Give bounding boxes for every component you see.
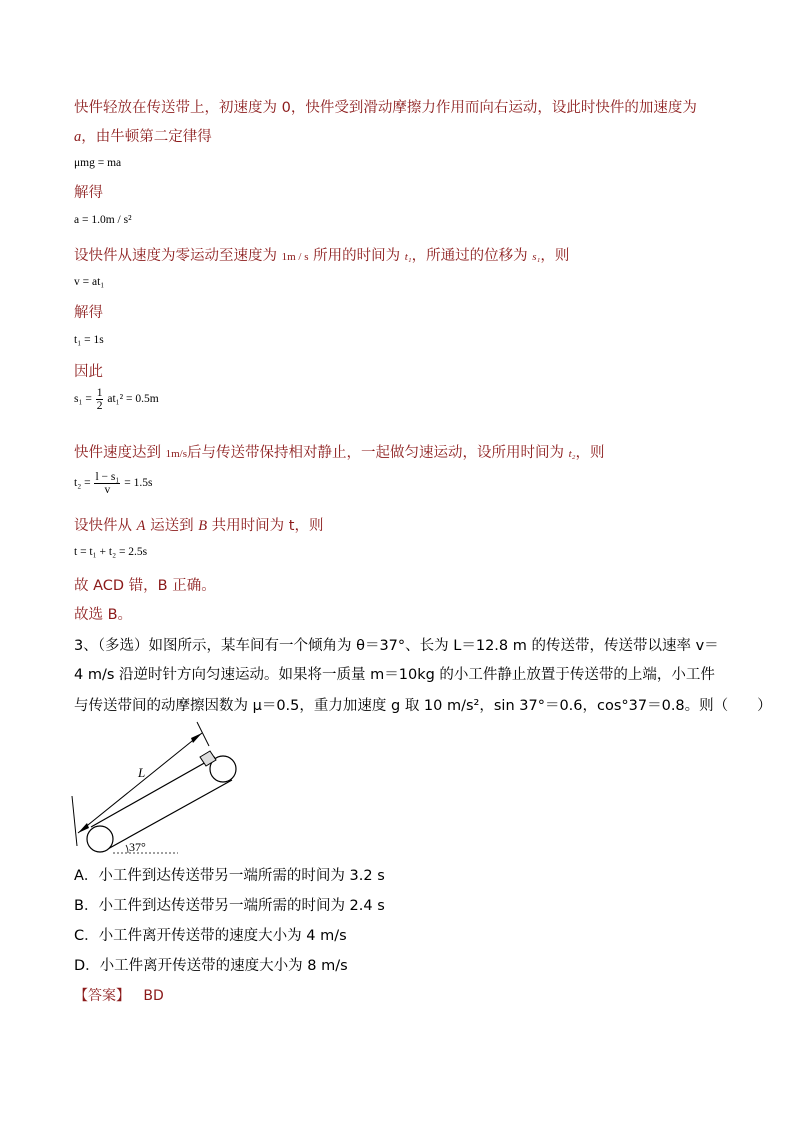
jiede-1: 解得 <box>74 185 103 201</box>
line3-text-c: ，所通过的位移为 <box>411 248 528 264</box>
final-choice: 故选 B。 <box>74 607 133 623</box>
line3-time: t₁ <box>404 251 412 263</box>
question-line-1: 3、（多选）如图所示，某车间有一个倾角为 θ＝37°、长为 L＝12.8 m 的传送带，传送带以速率 v＝ <box>74 638 719 654</box>
eq5-numerator: 1 <box>96 387 103 399</box>
equation-1: μmg = ma <box>74 157 122 169</box>
line3-velocity: 1m / s <box>281 251 309 263</box>
answer-value: BD <box>143 988 164 1004</box>
eq6-denominator: v <box>104 484 111 496</box>
point-b: B <box>198 518 208 534</box>
yinci: 因此 <box>74 364 103 380</box>
solution-line-1: 快件轻放在传送带上，初速度为 0，快件受到滑动摩擦力作用而向右运动，设此时快件的加速度为 <box>74 100 697 116</box>
dimension-extension-right <box>197 722 209 746</box>
label-angle: 37° <box>129 840 146 854</box>
question-line-2: 4 m/s 沿逆时针方向匀速运动。如果将一质量 m＝10kg 的小工件静止放置于传送带的上端，小工件 <box>74 667 715 683</box>
line4-time: t₂ <box>568 448 576 460</box>
solution-line-4 <box>74 441 605 462</box>
var-a: a <box>74 129 82 145</box>
line4-text-b: 后与传送带保持相对静止，一起做匀速运动，设所用时间为 <box>187 445 565 461</box>
eq5-lhs: s₁ = <box>74 393 92 406</box>
solution-line-2-text: ，由牛顿第二定律得 <box>81 129 212 145</box>
option-b: B．小工件到达传送带另一端所需的时间为 2.4 s <box>74 898 385 914</box>
equation-5 <box>74 387 159 412</box>
answer-line <box>74 985 164 1005</box>
equation-7: t = t₁ + t₂ = 2.5s <box>74 546 148 558</box>
option-c: C．小工件离开传送带的速度大小为 4 m/s <box>74 928 347 944</box>
eq6-rhs: = 1.5s <box>124 477 153 490</box>
option-d: D．小工件离开传送带的速度大小为 8 m/s <box>74 958 348 974</box>
line4-velocity: 1m/s <box>165 448 188 460</box>
belt-top <box>91 757 215 827</box>
line4-text-a: 快件速度达到 <box>74 445 161 461</box>
angle-arc <box>126 845 128 853</box>
option-a: A．小工件到达传送带另一端所需的时间为 3.2 s <box>74 868 385 884</box>
label-length: L <box>138 765 146 780</box>
arrowhead-left <box>78 823 89 833</box>
conclusion: 故 ACD 错，B 正确。 <box>74 578 216 594</box>
line4-text-c: ，则 <box>575 445 605 461</box>
arrowhead-right <box>191 733 202 743</box>
eq5-fraction <box>96 387 104 412</box>
lower-pulley <box>87 826 113 852</box>
equation-2: a = 1.0m / s² <box>74 214 132 226</box>
eq5-denominator: 2 <box>96 400 103 412</box>
solution-line-5 <box>74 514 323 535</box>
eq6-fraction <box>94 471 120 496</box>
line3-text-a: 设快件从速度为零运动至速度为 <box>74 248 277 264</box>
eq5-rhs: at₁² = 0.5m <box>107 393 159 406</box>
solution-line-2 <box>74 125 212 146</box>
jiede-2: 解得 <box>74 305 103 321</box>
line5-text-a: 设快件从 <box>74 518 132 534</box>
solution-line-3 <box>74 244 569 265</box>
line5-text-c: 共用时间为 t，则 <box>211 518 324 534</box>
conveyor-belt-figure <box>66 714 246 856</box>
line5-text-b: 运送到 <box>150 518 194 534</box>
equation-4: t₁ = 1s <box>74 334 104 346</box>
answer-label: 【答案】 <box>74 988 130 1004</box>
equation-6 <box>74 471 152 496</box>
dimension-extension-left <box>72 796 77 846</box>
point-a: A <box>136 518 146 534</box>
line3-text-d: ，则 <box>540 248 570 264</box>
line3-text-b: 所用的时间为 <box>313 248 401 264</box>
line3-displacement: s₁ <box>532 251 541 263</box>
dimension-line <box>78 733 202 833</box>
equation-3: v = at₁ <box>74 276 105 288</box>
eq6-numerator: l − s₁ <box>95 471 120 483</box>
belt-bottom <box>106 780 232 850</box>
eq6-lhs: t₂ = <box>74 477 91 490</box>
question-line-3: 与传送带间的动摩擦因数为 μ＝0.5，重力加速度 g 取 10 m/s²，sin 37°＝0.6，cos°37＝0.8。则（ ） <box>74 698 772 714</box>
